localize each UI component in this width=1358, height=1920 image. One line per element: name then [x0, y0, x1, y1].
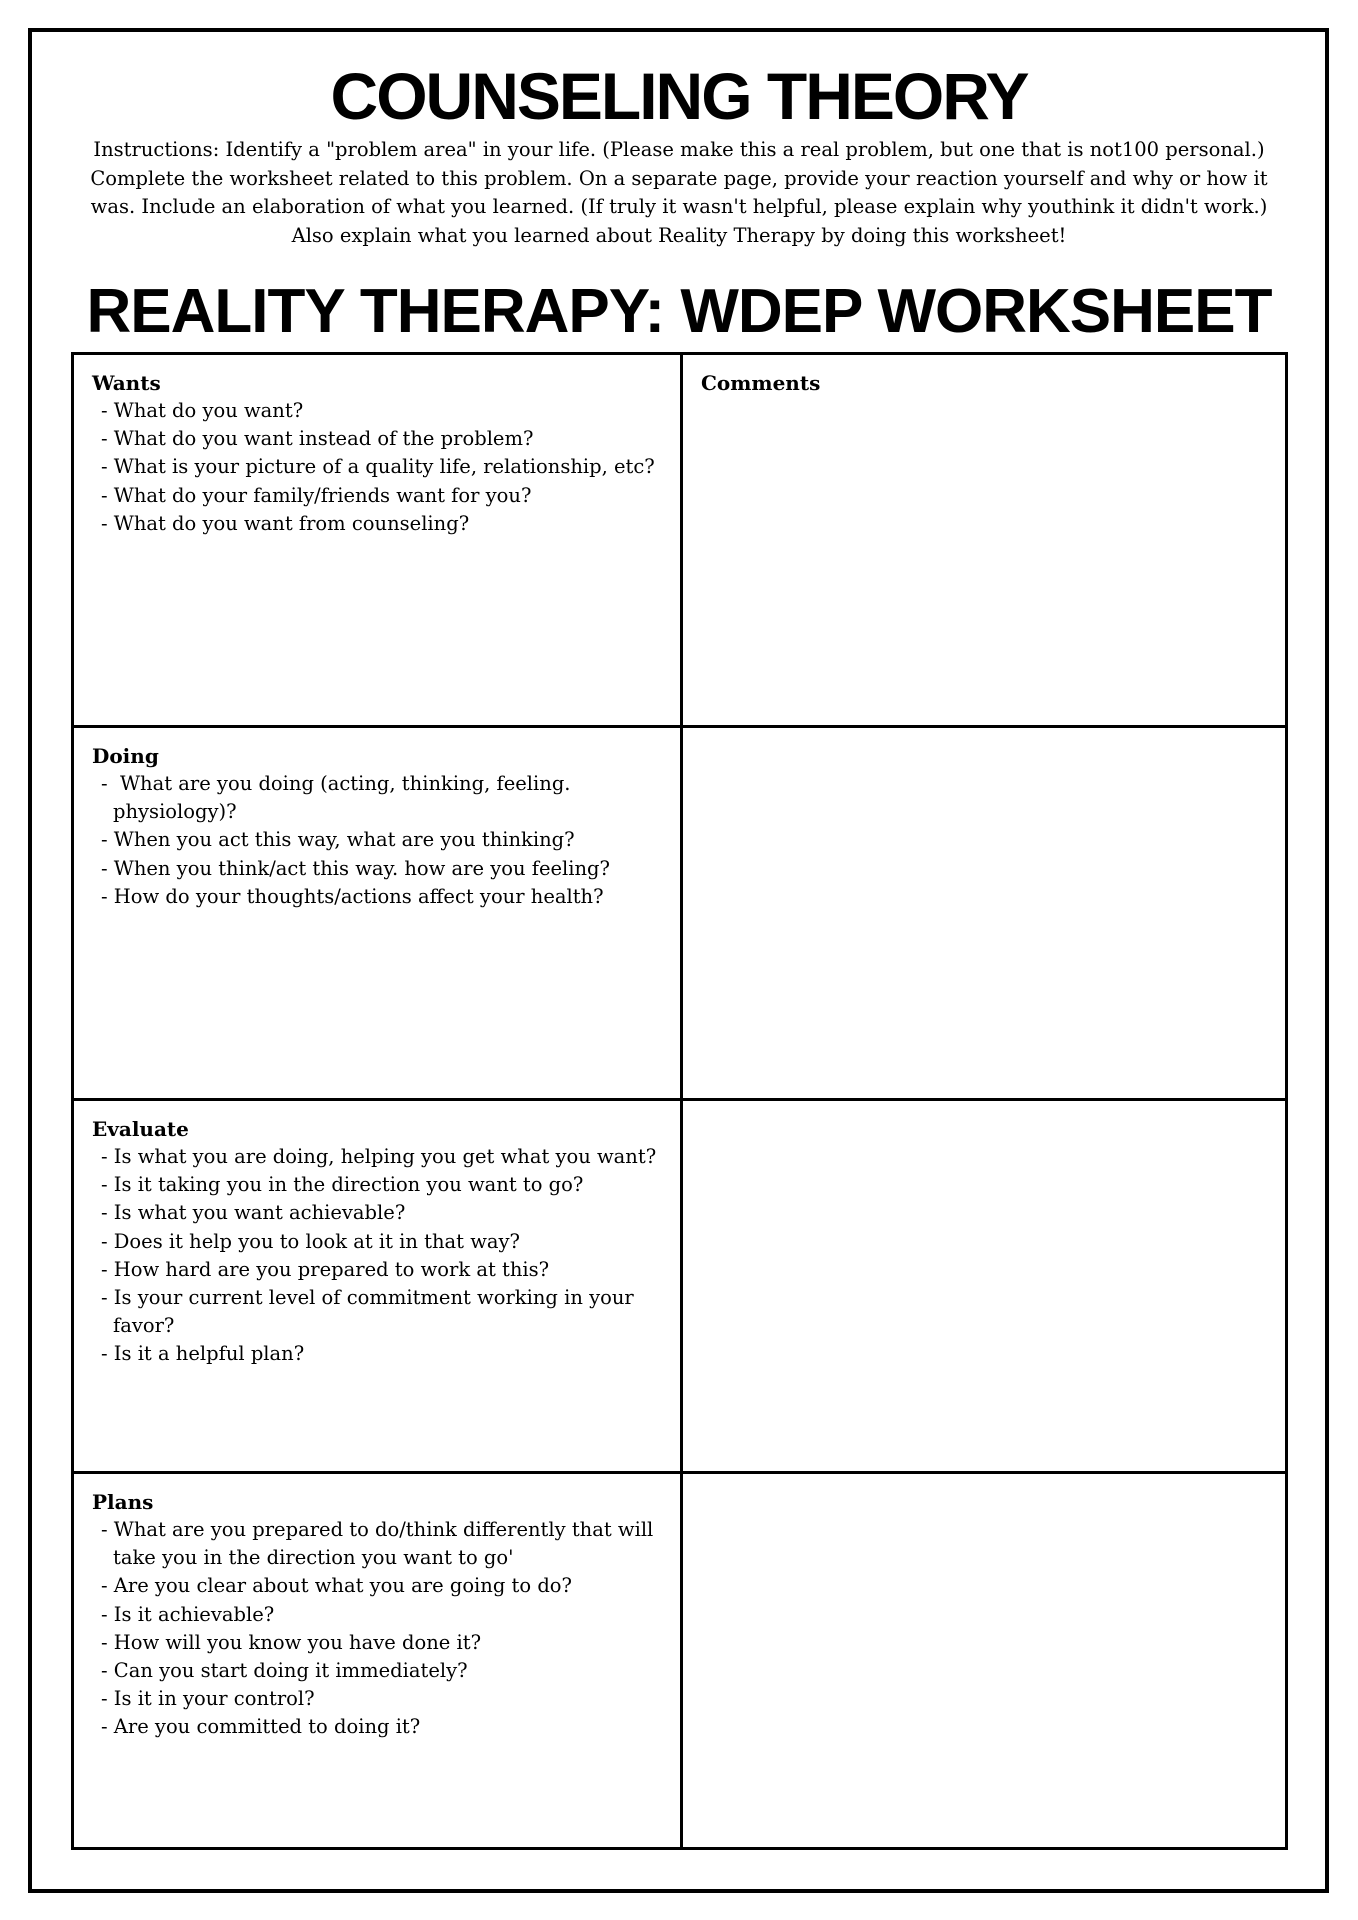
question-item: - What are you doing (acting, thinking, feeling. physiology)?: [101, 772, 577, 824]
evaluate-question-list: [92, 1143, 664, 1369]
question-item: - What do your family/friends want for you?: [101, 483, 532, 507]
section-heading-evaluate: Evaluate: [92, 1117, 189, 1141]
comments-heading: Comments: [701, 371, 821, 395]
plans-question-list: [92, 1516, 664, 1742]
question-item: - Is it taking you in the direction you want to go?: [101, 1173, 584, 1197]
question-item: - Is it in your control?: [101, 1687, 315, 1711]
question-item: - How do your thoughts/actions affect your health?: [101, 884, 604, 908]
comments-cell-doing[interactable]: [683, 728, 1285, 1101]
comments-cell-plans[interactable]: [683, 1474, 1285, 1847]
wdep-worksheet-table: [71, 352, 1288, 1850]
question-item: - What do you want from counseling?: [101, 511, 470, 535]
question-item: - When you think/act this way. how are you feeling?: [101, 856, 610, 880]
question-item: - Are you clear about what you are going to do?: [101, 1574, 572, 1598]
question-item: - Can you start doing it immediately?: [101, 1659, 468, 1683]
evaluate-section: [74, 1101, 683, 1474]
wants-section: [74, 355, 683, 728]
question-item: - What do you want instead of the problem?: [101, 427, 534, 451]
question-item: - Is what you are doing, helping you get what you want?: [101, 1145, 657, 1168]
doing-question-list: [92, 770, 664, 911]
section-heading-doing: Doing: [92, 744, 159, 768]
plans-section: [74, 1474, 683, 1847]
instructions-text: Instructions: Identify a "problem area" in your life. (Please make this a real problem, but one that is not100 personal.) Complete the worksheet related to this problem. On a separate page, provide your reaction yourself and why or how it was. Include an elaboration of what you learned. (If truly it wasn't helpful, please explain why youthink it didn't work.) Also explain what you learned about Reality Therapy by doing this worksheet!: [90, 138, 1268, 247]
question-item: - What are you prepared to do/think differently that will take you in the direction you want to go': [101, 1518, 660, 1570]
section-heading-plans: Plans: [92, 1490, 154, 1514]
worksheet-title: REALITY THERAPY: WDEP WORKSHEET: [86, 277, 1272, 346]
question-item: - Is it a helpful plan?: [101, 1342, 305, 1366]
question-item: - Are you committed to doing it?: [101, 1715, 421, 1739]
comments-cell-evaluate[interactable]: [683, 1101, 1285, 1474]
question-item: - How hard are you prepared to work at this?: [101, 1257, 550, 1281]
wants-question-list: [92, 397, 664, 538]
question-item: - What is your picture of a quality life, relationship, etc?: [101, 455, 655, 479]
question-item: - How will you know you have done it?: [101, 1630, 482, 1654]
comments-cell-wants[interactable]: [683, 355, 1285, 728]
section-heading-wants: Wants: [92, 371, 161, 395]
question-item: - When you act this way, what are you thinking?: [101, 828, 575, 852]
question-item: - Is what you want achievable?: [101, 1201, 406, 1225]
question-item: - What do you want?: [101, 399, 304, 422]
page-title: COUNSELING THEORY: [330, 59, 1028, 133]
question-item: - Does it help you to look at it in that way?: [101, 1229, 520, 1253]
question-item: - Is it achievable?: [101, 1602, 275, 1626]
question-item: - Is your current level of commitment working in your favor?: [101, 1286, 640, 1338]
doing-section: [74, 728, 683, 1101]
